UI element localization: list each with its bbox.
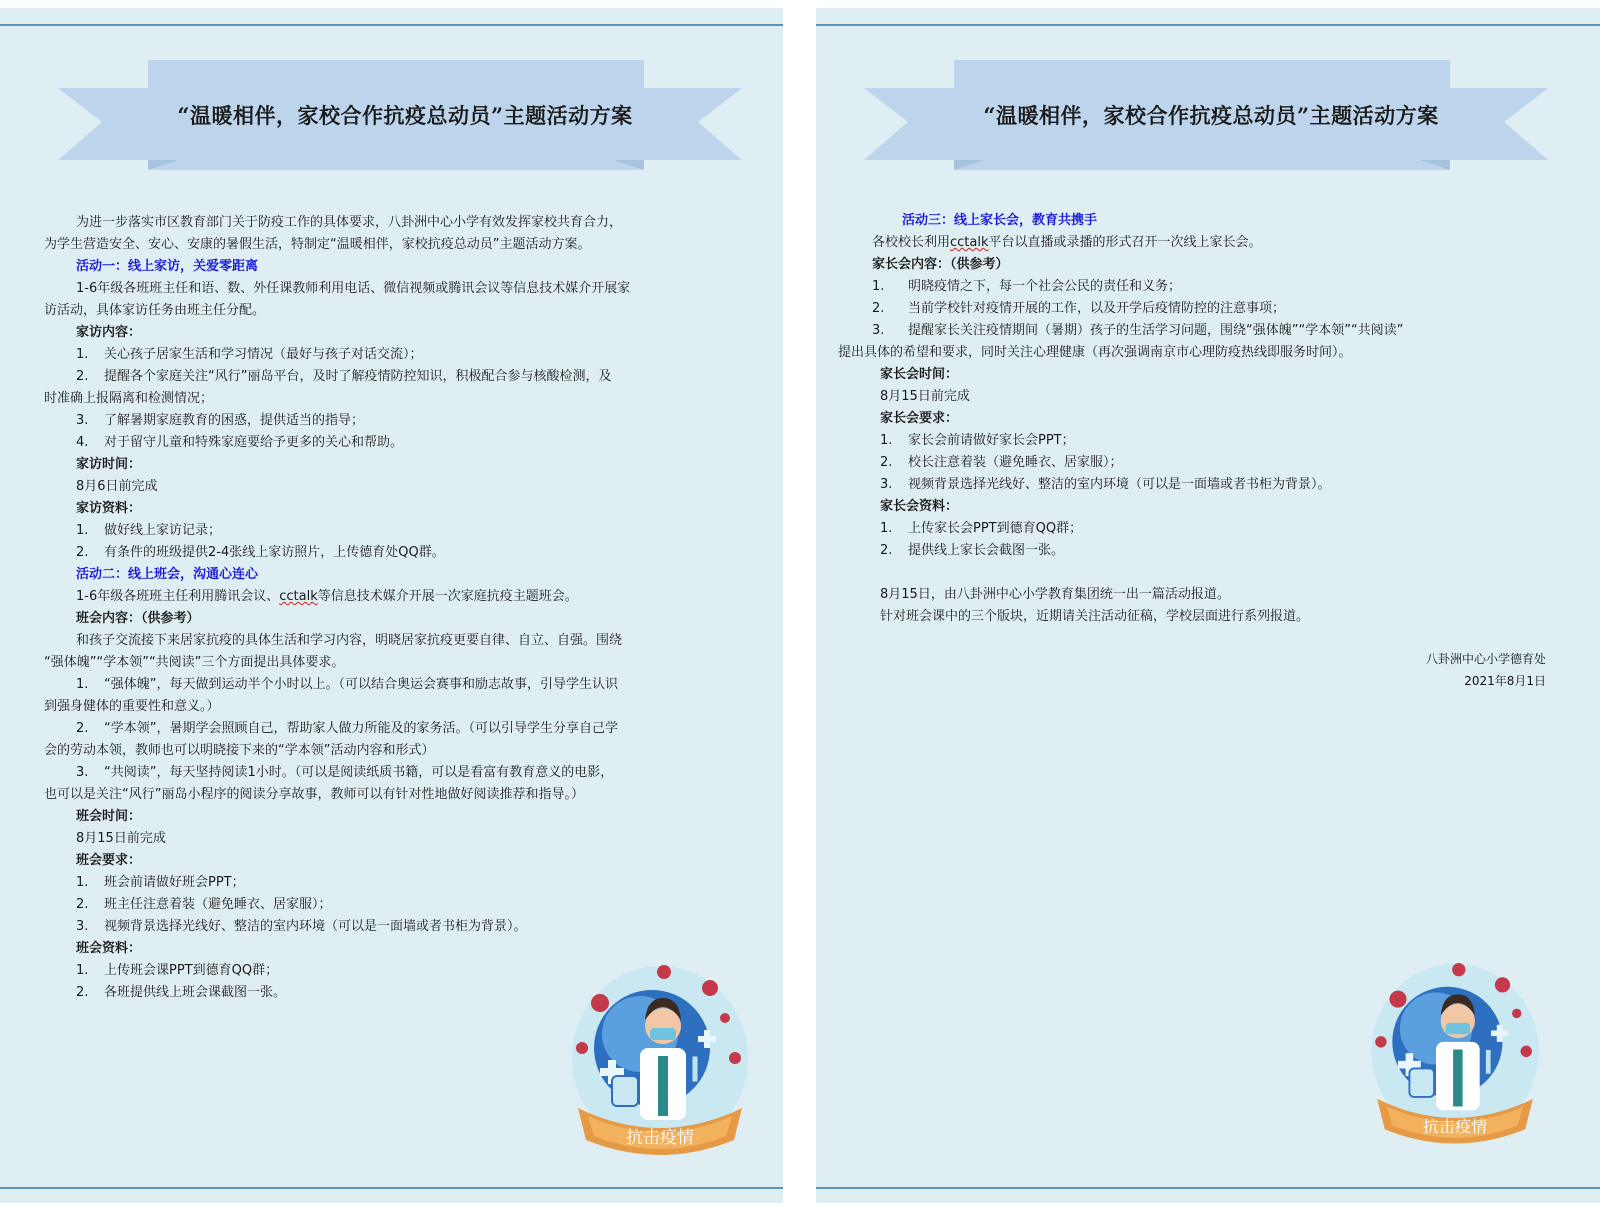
list-item: “学本领”，暑期学会照顾自己，帮助家人做力所能及的家务活。（可以引导学生分享自己学 bbox=[104, 721, 618, 736]
meeting-content-heading: 班会内容：（供参考） bbox=[76, 611, 200, 626]
document-page-2 bbox=[816, 8, 1600, 1203]
badge-text: 抗击疫情 bbox=[626, 1128, 694, 1148]
title-banner bbox=[864, 60, 1548, 172]
meeting-content-1: 和孩子交流接下来居家抗疫的具体生活和学习内容，明晓居家抗疫更要自律、自立、自强。围绕 bbox=[76, 633, 623, 648]
list-item-continued: 也可以是关注“风行”丽岛小程序的阅读分享故事，教师可以有针对性地做好阅读推荐和指导。） bbox=[44, 787, 584, 802]
activity-3-desc-a: 各校校长利用 bbox=[872, 235, 951, 250]
intro-line-2: 为学生营造安全、安心、安康的暑假生活，特制定“温暖相伴，家校抗疫总动员”主题活动方案。 bbox=[44, 237, 591, 252]
activity-2-desc-a: 1-6年级各班班主任利用腾讯会议、 bbox=[76, 589, 280, 604]
list-item-continued: 提出具体的希望和要求，同时关注心理健康（再次强调南京市心理防疫热线即服务时间）。 bbox=[838, 345, 1352, 360]
list-item-continued: 会的劳动本领，教师也可以明晓接下来的“学本领”活动内容和形式） bbox=[44, 743, 435, 758]
list-item: “强体魄”，每天做到运动半个小时以上。（可以结合奥运会赛事和励志故事，引导学生认识 bbox=[104, 677, 618, 692]
list-item: 视频背景选择光线好、整洁的室内环境（可以是一面墙或者书柜为背景）。 bbox=[908, 477, 1331, 492]
list-item: 了解暑期家庭教育的困惑，提供适当的指导； bbox=[104, 413, 365, 428]
list-number: 1. bbox=[880, 433, 893, 448]
list-item-continued: 到强身健体的重要性和意义。） bbox=[44, 699, 220, 714]
activity-3-desc bbox=[872, 232, 1262, 254]
closing-line-2: 针对班会课中的三个版块，近期请关注活动征稿，学校层面进行系列报道。 bbox=[880, 609, 1310, 624]
list-item: 家长会前请做好家长会PPT； bbox=[908, 433, 1075, 448]
list-number: 4. bbox=[76, 435, 89, 450]
list-number: 1. bbox=[76, 347, 89, 362]
list-number: 1. bbox=[76, 875, 89, 890]
list-number: 3. bbox=[76, 919, 89, 934]
intro-line-1: 为进一步落实市区教育部门关于防疫工作的具体要求，八卦洲中心小学有效发挥家校共育合力， bbox=[76, 215, 623, 230]
title-banner bbox=[58, 60, 742, 172]
activity-3-desc-b: 平台以直播或录播的形式召开一次线上家长会。 bbox=[988, 235, 1262, 250]
meeting-content-2: “强体魄”“学本领”“共阅读”三个方面提出具体要求。 bbox=[44, 655, 345, 670]
list-number: 2. bbox=[76, 369, 89, 384]
list-item: 有条件的班级提供2-4张线上家访照片，上传德育处QQ群。 bbox=[104, 545, 445, 560]
list-number: 1. bbox=[76, 963, 89, 978]
document-title: “温暖相伴，家校合作抗疫总动员”主题活动方案 bbox=[177, 103, 633, 128]
top-rule bbox=[816, 24, 1600, 26]
list-item: 提供线上家长会截图一张。 bbox=[908, 543, 1065, 558]
signature: 八卦洲中心小学德育处 bbox=[1425, 652, 1546, 666]
closing-line-1: 8月15日，由八卦洲中心小学教育集团统一出一篇活动报道。 bbox=[880, 587, 1230, 602]
activity-2-heading: 活动二：线上班会，沟通心连心 bbox=[76, 567, 259, 582]
parent-meeting-material-heading: 家长会资料： bbox=[880, 499, 959, 514]
list-item: 班主任注意着装（避免睡衣、居家服）； bbox=[104, 897, 332, 912]
visit-material-heading: 家访资料： bbox=[76, 501, 142, 516]
activity-2-desc bbox=[76, 586, 578, 608]
list-number: 2. bbox=[76, 721, 89, 736]
cctalk-word: cctalk bbox=[950, 235, 989, 250]
list-number: 2. bbox=[76, 545, 89, 560]
visit-content-heading: 家访内容： bbox=[76, 325, 142, 340]
list-item: 视频背景选择光线好、整洁的室内环境（可以是一面墙或者书柜为背景）。 bbox=[104, 919, 527, 934]
list-item-continued: 时准确上报隔离和检测情况； bbox=[44, 391, 214, 406]
list-number: 2. bbox=[880, 455, 893, 470]
parent-meeting-req-heading: 家长会要求： bbox=[880, 411, 959, 426]
list-item: 明晓疫情之下，每一个社会公民的责任和义务； bbox=[908, 279, 1182, 294]
top-rule bbox=[0, 24, 783, 26]
activity-3-heading: 活动三：线上家长会，教育共携手 bbox=[902, 213, 1098, 228]
list-item: 校长注意着装（避免睡衣、居家服）； bbox=[908, 455, 1123, 470]
meeting-req-heading: 班会要求： bbox=[76, 853, 142, 868]
anti-epidemic-doctor-illustration bbox=[1360, 944, 1550, 1154]
list-number: 1. bbox=[76, 677, 89, 692]
doctor-illustration-graphic bbox=[1360, 944, 1550, 1154]
list-number: 3. bbox=[872, 323, 885, 338]
list-item: 提醒各个家庭关注“风行”丽岛平台，及时了解疫情防控知识，积极配合参与核酸检测，及 bbox=[104, 369, 612, 384]
list-number: 2. bbox=[872, 301, 885, 316]
list-number: 1. bbox=[76, 523, 89, 538]
meeting-material-heading: 班会资料： bbox=[76, 941, 142, 956]
list-item: 关心孩子居家生活和学习情况（最好与孩子对话交流）； bbox=[104, 347, 423, 362]
cctalk-word: cctalk bbox=[279, 589, 318, 604]
document-page-1 bbox=[0, 8, 783, 1203]
list-number: 1. bbox=[872, 279, 885, 294]
list-number: 3. bbox=[880, 477, 893, 492]
list-item: 上传班会课PPT到德育QQ群； bbox=[104, 963, 279, 978]
meeting-time: 8月15日前完成 bbox=[76, 831, 166, 846]
document-title: “温暖相伴，家校合作抗疫总动员”主题活动方案 bbox=[983, 103, 1439, 128]
visit-time: 8月6日前完成 bbox=[76, 479, 158, 494]
activity-1-heading: 活动一：线上家访，关爱零距离 bbox=[76, 259, 259, 274]
list-item: 对于留守儿童和特殊家庭要给予更多的关心和帮助。 bbox=[104, 435, 404, 450]
list-number: 2. bbox=[76, 897, 89, 912]
bottom-rule bbox=[816, 1187, 1600, 1189]
list-item: “共阅读”，每天坚持阅读1小时。（可以是阅读纸质书籍，可以是看富有教育意义的电影， bbox=[104, 765, 614, 780]
anti-epidemic-doctor-illustration bbox=[560, 948, 760, 1163]
visit-time-heading: 家访时间： bbox=[76, 457, 142, 472]
list-number: 1. bbox=[880, 521, 893, 536]
list-number: 2. bbox=[880, 543, 893, 558]
list-item: 提醒家长关注疫情期间（暑期）孩子的生活学习问题，围绕“强体魄”“学本领”“共阅读” bbox=[908, 323, 1404, 338]
bottom-rule bbox=[0, 1187, 783, 1189]
list-item: 上传家长会PPT到德育QQ群； bbox=[908, 521, 1083, 536]
badge-text: 抗击疫情 bbox=[1422, 1117, 1488, 1137]
parent-meeting-time: 8月15日前完成 bbox=[880, 389, 970, 404]
parent-meeting-content-heading: 家长会内容：（供参考） bbox=[872, 257, 1009, 272]
activity-2-desc-b: 等信息技术媒介开展一次家庭抗疫主题班会。 bbox=[317, 589, 578, 604]
list-number: 3. bbox=[76, 765, 89, 780]
list-number: 2. bbox=[76, 985, 89, 1000]
list-item: 当前学校针对疫情开展的工作，以及开学后疫情防控的注意事项； bbox=[908, 301, 1286, 316]
list-item: 班会前请做好班会PPT； bbox=[104, 875, 245, 890]
signature-date: 2021年8月1日 bbox=[1464, 674, 1546, 688]
meeting-time-heading: 班会时间： bbox=[76, 809, 142, 824]
activity-1-desc-1: 1-6年级各班班主任和语、数、外任课教师利用电话、微信视频或腾讯会议等信息技术媒介开展家 bbox=[76, 281, 631, 296]
list-number: 3. bbox=[76, 413, 89, 428]
activity-1-desc-2: 访活动，具体家访任务由班主任分配。 bbox=[44, 303, 266, 318]
list-item: 做好线上家访记录； bbox=[104, 523, 222, 538]
parent-meeting-time-heading: 家长会时间： bbox=[880, 367, 959, 382]
list-item: 各班提供线上班会课截图一张。 bbox=[104, 985, 287, 1000]
doctor-illustration-graphic bbox=[560, 948, 760, 1163]
